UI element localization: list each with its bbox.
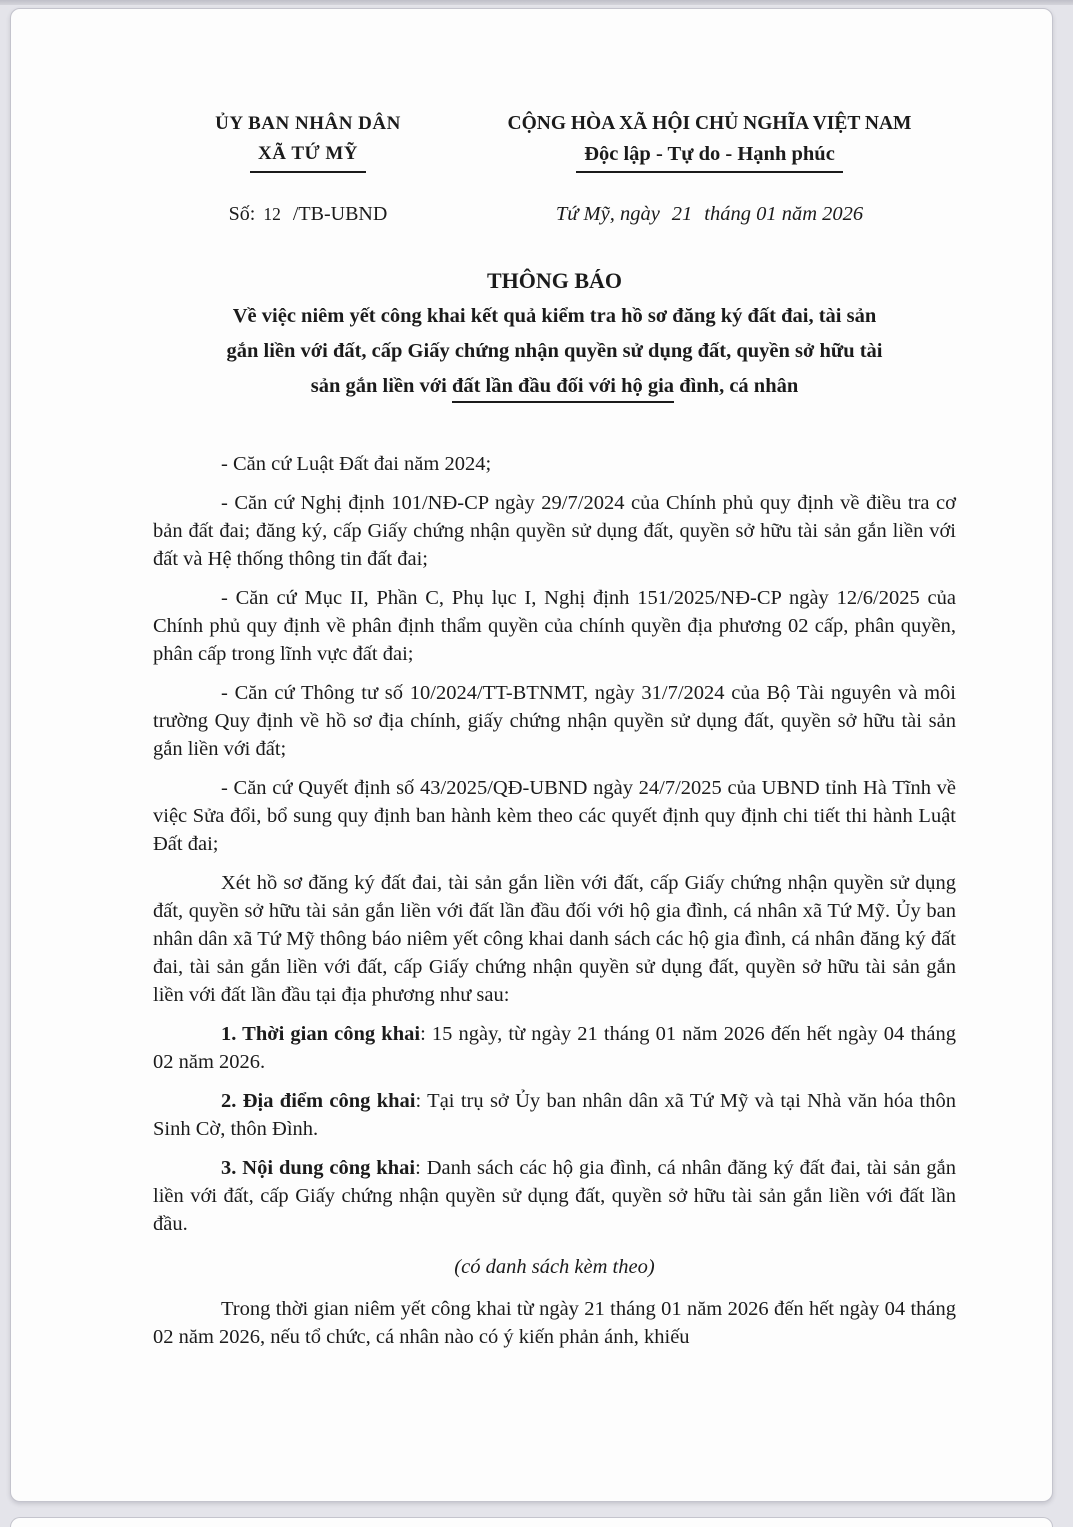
document-number	[153, 199, 463, 229]
citation-paragraph: - Căn cứ Mục II, Phần C, Phụ lục I, Nghị định 151/2025/NĐ-CP ngày 12/6/2025 của Chính phủ quy định về phân định thẩm quyền của chính quyền địa phương 02 cấp, phân quyền, phân cấp trong lĩnh vực đất đai;	[153, 587, 956, 665]
place-date-line	[463, 199, 956, 229]
dateline-suffix: tháng 01 năm 2026	[704, 203, 864, 225]
item-2-label: 2. Địa điểm công khai	[221, 1090, 416, 1112]
item-paragraph-1	[153, 1020, 956, 1076]
document-number-value: 12	[263, 204, 281, 224]
document-body	[153, 450, 956, 1351]
citation-paragraph: - Căn cứ Nghị định 101/NĐ-CP ngày 29/7/2024 của Chính phủ quy định về điều tra cơ bản đất đai; đăng ký, cấp Giấy chứng nhận quyền sử dụng đất, quyền sở hữu tài sản gắn liền với đất và Hệ thống thông tin đất đai;	[153, 492, 956, 570]
item-2-text: : Tại trụ sở Ủy ban nhân dân xã Tứ Mỹ và tại Nhà văn hóa thôn Sinh Cờ, thôn Đình.	[153, 1090, 956, 1140]
item-paragraph-3	[153, 1154, 956, 1238]
next-page-edge	[10, 1517, 1053, 1527]
document-header	[153, 109, 956, 229]
previous-page-edge	[0, 0, 1073, 5]
document-subject	[153, 299, 956, 404]
item-1-text: : 15 ngày, từ ngày 21 tháng 01 năm 2026 đến hết ngày 04 tháng 02 năm 2026.	[153, 1023, 956, 1073]
document-page	[10, 8, 1053, 1502]
issuer-commune	[153, 139, 463, 173]
closing-paragraph: Trong thời gian niêm yết công khai từ ngày 21 tháng 01 năm 2026 đến hết ngày 04 tháng 02 năm 2026, nếu tổ chức, cá nhân nào có ý kiến phản ánh, khiếu	[153, 1298, 956, 1348]
citation-paragraph: - Căn cứ Quyết định số 43/2025/QĐ-UBND ngày 24/7/2025 của UBND tỉnh Hà Tĩnh về việc Sửa đổi, bổ sung quy định ban hành kèm theo các quyết định quy định chi tiết thi hành Luật Đất đai;	[153, 777, 956, 855]
document-number-label: Số:	[228, 203, 256, 225]
issuer-block	[153, 109, 463, 229]
consideration-paragraph: Xét hồ sơ đăng ký đất đai, tài sản gắn liền với đất, cấp Giấy chứng nhận quyền sử dụng đất, quyền sở hữu tài sản gắn liền với đất lần đầu đối với hộ gia đình, cá nhân xã Tứ Mỹ. Ủy ban nhân dân xã Tứ Mỹ thông báo niêm yết công khai danh sách các hộ gia đình, cá nhân đăng ký đất đai, tài sản gắn liền với đất, cấp Giấy chứng nhận quyền sử dụng đất, quyền sở hữu tài sản gắn liền với đất lần đầu tại địa phương như sau:	[153, 872, 956, 1006]
item-3-label: 3. Nội dung công khai	[221, 1157, 416, 1179]
national-title: CỘNG HÒA XÃ HỘI CHỦ NGHĨA VIỆT NAM	[507, 113, 912, 134]
issuer-commune-text: XÃ TỨ MỸ	[250, 139, 366, 173]
national-motto-text: Độc lập - Tự do - Hạnh phúc	[576, 139, 843, 173]
item-paragraph-2	[153, 1087, 956, 1143]
subject-line-3-underlined: đất lần đầu đối với hộ gia	[452, 375, 674, 403]
document-type-title: THÔNG BÁO	[486, 268, 623, 293]
subject-line-3	[153, 369, 956, 404]
subject-line-3-prefix: sản gắn liền với	[310, 375, 447, 397]
item-3-text: : Danh sách các hộ gia đình, cá nhân đăng ký đất đai, tài sản gắn liền với đất, cấp Giấy chứng nhận quyền sử dụng đất, quyền sở hữu tài sản gắn liền với đất lần đầu.	[153, 1157, 956, 1235]
item-1-label: 1. Thời gian công khai	[221, 1023, 421, 1045]
attachment-note: (có danh sách kèm theo)	[454, 1256, 655, 1278]
subject-line-2: gắn liền với đất, cấp Giấy chứng nhận quyền sử dụng đất, quyền sở hữu tài	[226, 340, 883, 362]
republic-block	[463, 109, 956, 229]
dateline-day: 21	[671, 203, 693, 225]
subject-line-1: Về việc niêm yết công khai kết quả kiểm tra hồ sơ đăng ký đất đai, tài sản	[232, 305, 877, 327]
document-number-suffix: /TB-UBND	[292, 203, 388, 225]
dateline-prefix: Tứ Mỹ, ngày	[555, 203, 660, 225]
subject-line-3-suffix: đình, cá nhân	[679, 375, 799, 397]
citation-paragraph: - Căn cứ Thông tư số 10/2024/TT-BTNMT, ngày 31/7/2024 của Bộ Tài nguyên và môi trường Quy định về hồ sơ địa chính, giấy chứng nhận quyền sử dụng đất, quyền sở hữu tài sản gắn liền với đất;	[153, 682, 956, 760]
national-motto	[463, 139, 956, 173]
citation-paragraph: - Căn cứ Luật Đất đai năm 2024;	[221, 453, 492, 475]
issuer-name: ỦY BAN NHÂN DÂN	[215, 113, 401, 134]
